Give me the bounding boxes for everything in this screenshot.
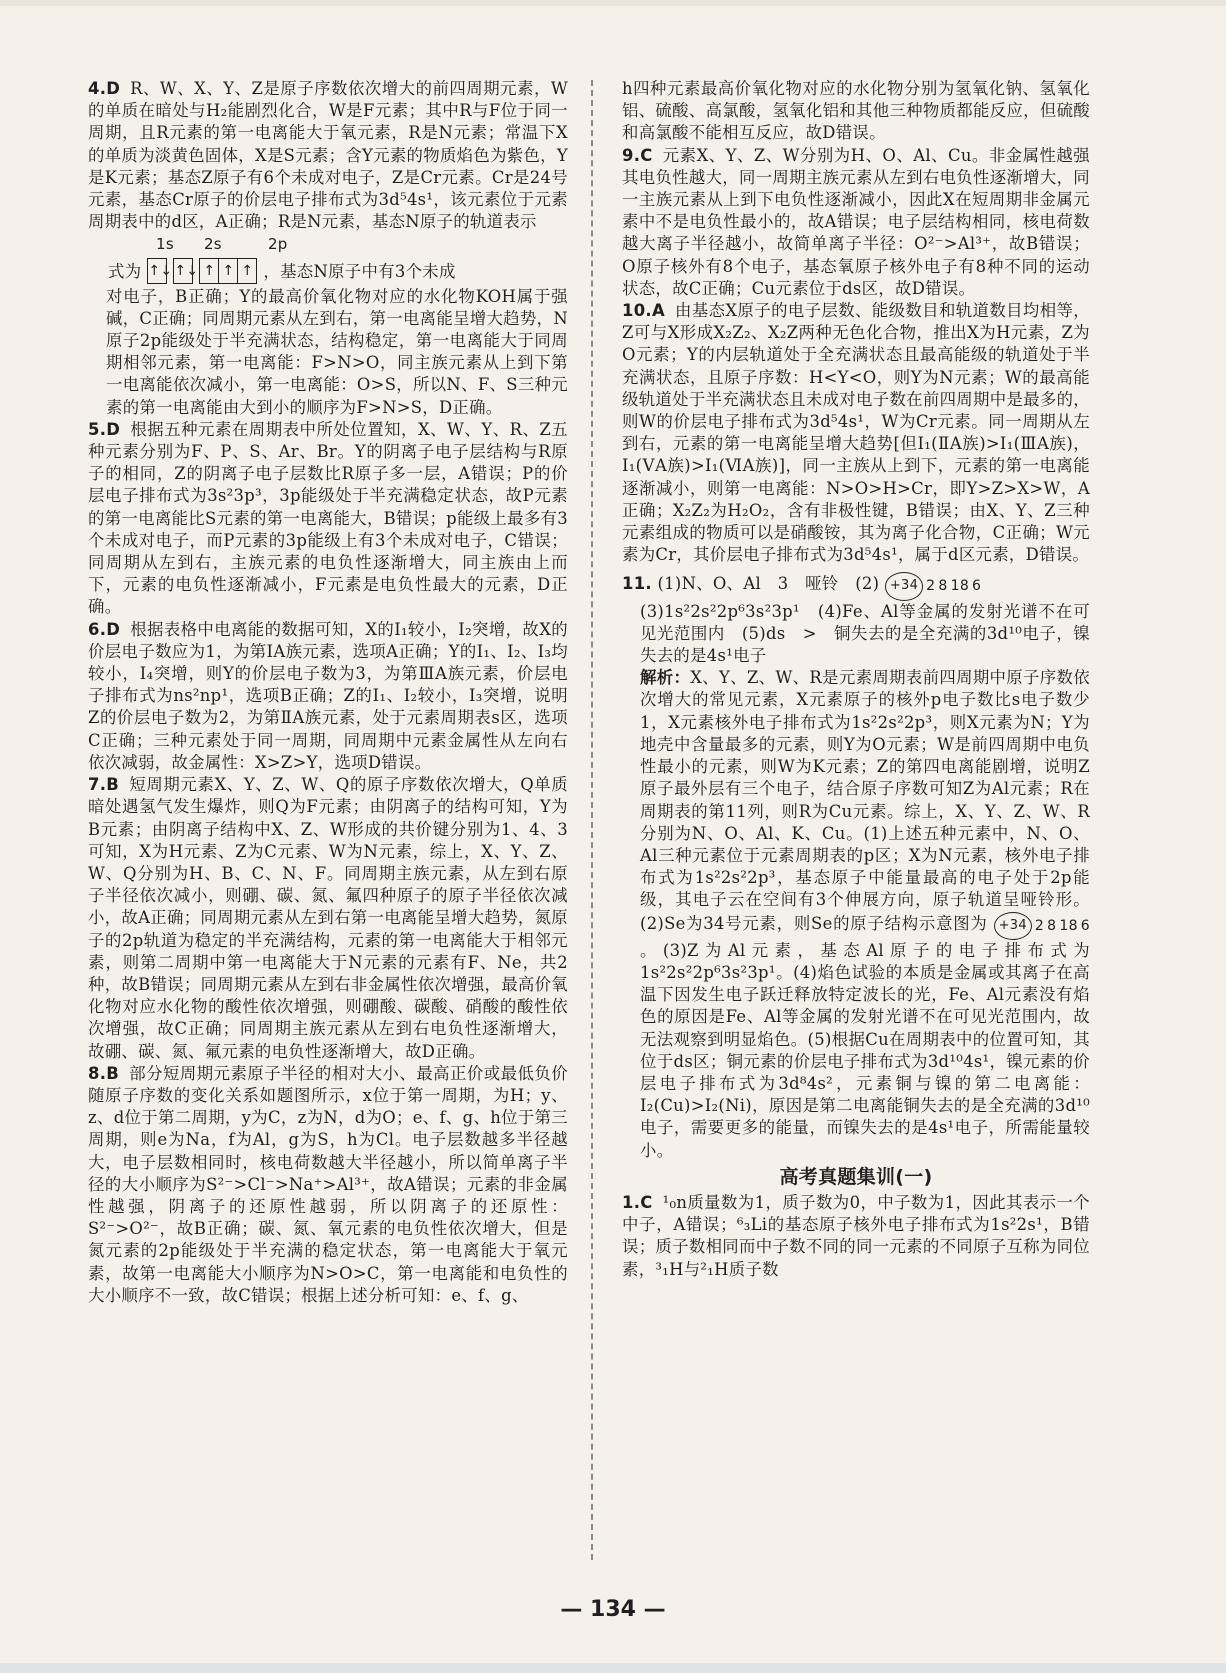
answer-letter: C bbox=[640, 145, 653, 165]
question-number: 8. bbox=[88, 1063, 107, 1083]
orbital-suffix: ，基态N原子中有3个未成 bbox=[263, 262, 456, 282]
answer-letter: D bbox=[106, 79, 121, 98]
shell-electrons: 2 bbox=[926, 578, 936, 595]
section-title: 高考真题集训(一) bbox=[779, 1165, 933, 1188]
orbital-label-2p: 2p bbox=[267, 235, 288, 254]
analysis-label: 解析： bbox=[640, 668, 691, 688]
answer-letter: D bbox=[106, 419, 121, 439]
shell-electrons: 6 bbox=[972, 578, 982, 595]
question-text: 根据表格中电离能的数据可知，X的I₁较小，I₂突增，故X的价层电子数应为1，为第ⅠA族元素，选项A正确；Y的I₁、I₂、I₃均较小，I₄突增，则Y的价层电子数为3，为第ⅢA族元素，价层电子排布式为ns²np¹，选项B正确；Z的I₁、I₂较小，I₃突增，说明Z的价层电子数为2，为第ⅡA族元素，处于元素周期表s区，选项C正确；三种元素处于同一周期，同周期中元素金属性从左向右依次减弱，故金属性：X>Z>Y，选项D错误。 bbox=[88, 619, 568, 772]
shell-electrons: 8 bbox=[938, 578, 948, 595]
shell-electrons: 18 bbox=[1059, 917, 1078, 934]
question-5 bbox=[88, 419, 568, 619]
analysis-text-continued: 。(3)Z为Al元素，基态Al原子的电子排布式为1s²2s²2p⁶3s²3p¹。(4)焰色试验的本质是金属或其离子在高温下因发生电子跃迁释放特定波长的光，Fe、Al元素没有焰色的原因是Fe、Al等金属的发射光谱不在可见光范围内，故无法观察到明显焰色。(5)根据Cu在周期表中的位置可知，其位于ds区；铜元素的价层电子排布式为3d¹⁰4s¹，镍元素的价层电子排布式为3d⁸4s²，元素铜与镍的第二电离能：I₂(Cu)>I₂(Ni)，原因是第二电离能铜失去的是全充满的3d¹⁰电子，需要更多的能量，而镍失去的是4s¹电子，所需能量较小。 bbox=[640, 940, 1090, 1160]
orbital-box-1s bbox=[147, 258, 173, 284]
answer-letter: A bbox=[651, 301, 665, 321]
orbital-cell: ↑↓ bbox=[174, 262, 199, 279]
page-edge-top bbox=[0, 0, 1226, 6]
shell-electrons: 6 bbox=[1080, 917, 1090, 934]
answer-letter: B bbox=[106, 775, 120, 795]
shell-electrons: 8 bbox=[1047, 917, 1057, 934]
orbital-cell: ↑ bbox=[219, 259, 238, 283]
page-number: — 134 — bbox=[560, 1597, 666, 1622]
right-column bbox=[622, 78, 1090, 1281]
question-text: 部分短周期元素原子半径的相对大小、最高正价或最低负价随原子序数的变化关系如题图所示，x位于第一周期，为H；y、z、d位于第二周期，y为C，z为N，d为O；e、f、g、h位于第三周期，则e为Na，f为Al，g为S，h为Cl。电子层数越多半径越大，电子层数相同时，核电荷数越大半径越小，所以简单离子半径的大小顺序为S²⁻>Cl⁻>Na⁺>Al³⁺，故A错误；元素的非金属性越强，阴离子的还原性越弱，所以阴离子的还原性：S²⁻>O²⁻，故B正确；碳、氮、氧元素的电负性依次增大，但是氮元素的2p能级处于半充满的稳定状态，第一电离能大于氧元素，故第一电离能大小顺序为N>O>C，第一电离能和电负性的大小顺序不一致，故C错误；根据上述分析可知：e、f、g、 bbox=[88, 1063, 568, 1305]
orbital-box-2p bbox=[199, 258, 257, 284]
question-text: 由基态X原子的电子层数、能级数目和轨道数目均相等，Z可与X形成X₂Z₂、X₂Z两种无色化合物，推出X为H元素，Z为O元素；Y的内层轨道处于全充满状态且最高能级的轨道处于半充满状态，且原子序数：H<Y<O，则Y为N元素；W的最高能级轨道处于半充满状态且未成对电子数在前四周期中是最多的，则W的价层电子排布式为3d⁵4s¹，W为Cr元素。同一周期从左到右，元素的第一电离能呈增大趋势[但I₁(ⅡA族)>I₁(ⅢA族)，I₁(ⅤA族)>I₁(ⅥA族)]，同一主族从上到下，元素的第一电离能逐渐减小，则第一电离能：N>O>H>Cr，即Y>Z>X>W，A正确；X₂Z₂为H₂O₂，含有非极性键，B错误；由X、Y、Z三种元素组成的物质可以是硝酸铵，其为离子化合物，C正确；W元素为Cr，其价层电子排布式为3d⁵4s¹，属于d区元素，D错误。 bbox=[622, 301, 1090, 565]
answer-part-2: (3)1s²2s²2p⁶3s²3p¹ (4)Fe、Al等金属的发射光谱不在可见光范围内 (5)ds > 铜失去的是全充满的3d¹⁰电子，镍失去的是4s¹电子 bbox=[640, 601, 1090, 666]
question-number: 7. bbox=[88, 775, 107, 795]
shell-electrons: 2 bbox=[1034, 917, 1045, 934]
question-8-continued bbox=[622, 78, 1090, 145]
atom-nucleus: +34 bbox=[885, 572, 923, 600]
question-7 bbox=[88, 774, 568, 1063]
orbital-prefix: 式为 bbox=[108, 262, 142, 282]
left-column bbox=[88, 78, 568, 1307]
column-divider bbox=[591, 80, 593, 1560]
atom-nucleus: +34 bbox=[994, 912, 1032, 940]
orbital-label-2s: 2s bbox=[203, 235, 222, 254]
question-text: 短周期元素X、Y、Z、W、Q的原子序数依次增大，Q单质暗处遇氢气发生爆炸，则Q为F元素；由阴离子的结构可知，Y为B元素；由阴离子结构中X、Z、W形成的共价键分别为1、4、3可知，X为H元素、Z为C元素、W为N元素，综上，X、Y、Z、W、Q分别为H、B、C、N、F。同周期主族元素，从左到右原子半径依次减小，则硼、碳、氮、氟四种原子的原子半径依次减小，故A正确；同周期元素从左到右第一电离能呈增大趋势，氮原子的2p轨道为稳定的半充满结构，元素的第一电离能大于相邻元素，则第二周期中第一电离能大于N元素的元素有F、Ne，共2种，故B错误；同周期元素从左到右非金属性依次增强，最高价氧化物对应水化物的酸性依次增强，则硼酸、碳酸、硝酸的酸性依次增强，故C正确；同周期主族元素从左到右电负性逐渐增大，故硼、碳、氮、氟元素的电负性逐渐增大，故D正确。 bbox=[88, 775, 568, 1061]
question-number: 9. bbox=[622, 145, 641, 165]
question-number: 11. bbox=[622, 574, 652, 594]
orbital-labels bbox=[88, 233, 568, 255]
question-text: 根据五种元素在周期表中所处位置知，X、W、Y、R、Z五种元素分别为F、P、S、Ar、Br。Y的阴离子电子层结构与R原子的相同，Z的阴离子电子层数比R原子多一层，A错误；P的价层电子排布式为3s²3p³，3p能级处于半充满稳定状态，故P元素的第一电离能比S元素的第一电离能大，B错误；p能级上最多有3个未成对电子，而P元素的3p能级上有3个未成对电子，C错误；同周期从左到右，主族元素的电负性逐渐增大，同主族由上而下，元素的电负性逐渐减小，F元素是电负性最大的元素，D正确。 bbox=[88, 419, 568, 617]
question-9 bbox=[622, 145, 1090, 300]
question-10 bbox=[622, 300, 1090, 566]
answer-letter: B bbox=[106, 1063, 120, 1083]
question-text: ¹₀n质量数为1，质子数为0，中子数为1，因此其表示一个中子，A错误；⁶₃Li的基态原子核外电子排布式为1s²2s¹，B错误；质子数相同而中子数不同的同一元素的不同原子互称为同位素，³₁H与²₁H质子数 bbox=[622, 1192, 1090, 1279]
question-11 bbox=[622, 572, 1090, 1161]
page-edge-bottom bbox=[0, 1663, 1226, 1673]
orbital-cell: ↑ bbox=[200, 259, 219, 283]
orbital-cell: ↑ bbox=[241, 262, 254, 279]
orbital-diagram bbox=[88, 258, 568, 284]
answer-letter: D bbox=[106, 619, 121, 639]
question-6 bbox=[88, 619, 568, 774]
question-text-continued: 对电子，B正确；Y的最高价氧化物对应的水化物KOH属于强碱，C正确；同周期元素从左到右，第一电离能呈增大趋势，N原子2p能级处于半充满状态，结构稳定，第一电离能大于同周期相邻元素，第一电离能：F>N>O，同主族元素从上到下第一电离能依次减小，第一电离能：O>S，所以N、F、S三种元素的第一电离能由大到小的顺序为F>N>S，D正确。 bbox=[106, 286, 568, 417]
shell-electrons: 18 bbox=[950, 578, 970, 595]
question-number: 6. bbox=[88, 619, 107, 639]
question-number: 10. bbox=[622, 301, 652, 321]
orbital-cell: ↑↓ bbox=[148, 262, 173, 279]
se-atom-structure-diagram-2 bbox=[994, 912, 1090, 940]
question-4 bbox=[88, 78, 568, 419]
question-number: 1. bbox=[622, 1192, 641, 1212]
question-text: 元素X、Y、Z、W分别为H、O、Al、Cu。非金属性越强其电负性越大，同一周期主族元素从左到右电负性逐渐增大，同一主族元素从上到下电负性逐渐减小，因此X在短周期非金属元素中不是电负性最小的，故A错误；电子层结构相同，核电荷数越大离子半径越小，故简单离子半径：O²⁻>Al³⁺，故B错误；O原子核外有8个电子，基态氧原子核外电子有8种不同的运动状态，故C正确；Cu元素位于ds区，故D错误。 bbox=[622, 145, 1090, 298]
question-text: R、W、X、Y、Z是原子序数依次增大的前四周期元素，W的单质在暗处与H₂能剧烈化合，W是F元素；其中R与F位于同一周期，且R元素的第一电离能大于氧元素，R是N元素；常温下X的单质为淡黄色固体，X是S元素；含Y元素的物质焰色为紫色，Y是K元素；基态Z原子有6个未成对电子，Z是Cr元素。Cr是24号元素，基态Cr原子的价层电子排布式为3d⁵4s¹，该元素位于元素周期表中的d区，A正确；R是N元素，基态N原子的轨道表示 bbox=[88, 79, 568, 232]
orbital-box-2s bbox=[173, 258, 199, 284]
question-number: 4. bbox=[88, 79, 107, 98]
question-number: 5. bbox=[88, 419, 107, 439]
gaokao-question-1 bbox=[622, 1192, 1090, 1281]
answer-letter: C bbox=[640, 1192, 653, 1212]
se-atom-structure-diagram bbox=[885, 572, 981, 600]
answer-part-1: (1)N、O、Al 3 哑铃 (2) bbox=[657, 574, 880, 594]
orbital-label-1s: 1s bbox=[156, 235, 174, 254]
analysis-text: X、Y、Z、W、R是元素周期表前四周期中原子序数依次增大的常见元素，X元素原子的核外p电子数比s电子数少1，X元素核外电子排布式为1s²2s²2p³，则X元素为N；Y为地壳中含量最多的元素，则Y为O元素；W是前四周期中电负性最小的元素，则W为K元素；Z的第四电离能剧增，说明Z原子最外层有三个电子，结合原子序数可知Z为Al元素；R在周期表的第11列，则R为Cu元素。综上，X、Y、Z、W、R分别为N、O、Al、K、Cu。(1)上述五种元素中，N、O、Al三种元素位于元素周期表的p区；X为N元素，核外电子排布式为1s²2s²2p³，基态原子中能量最高的电子处于2p能级，其电子云在空间有3个伸展方向，原子轨道呈哑铃形。(2)Se为34号元素，则Se的原子结构示意图为 bbox=[640, 668, 1090, 933]
question-text: h四种元素最高价氧化物对应的水化物分别为氢氧化钠、氢氧化铝、硫酸、高氯酸，氢氧化铝和其他三种物质都能反应，但硫酸和高氯酸不能相互反应，故D错误。 bbox=[622, 79, 1090, 143]
question-8 bbox=[88, 1063, 568, 1307]
